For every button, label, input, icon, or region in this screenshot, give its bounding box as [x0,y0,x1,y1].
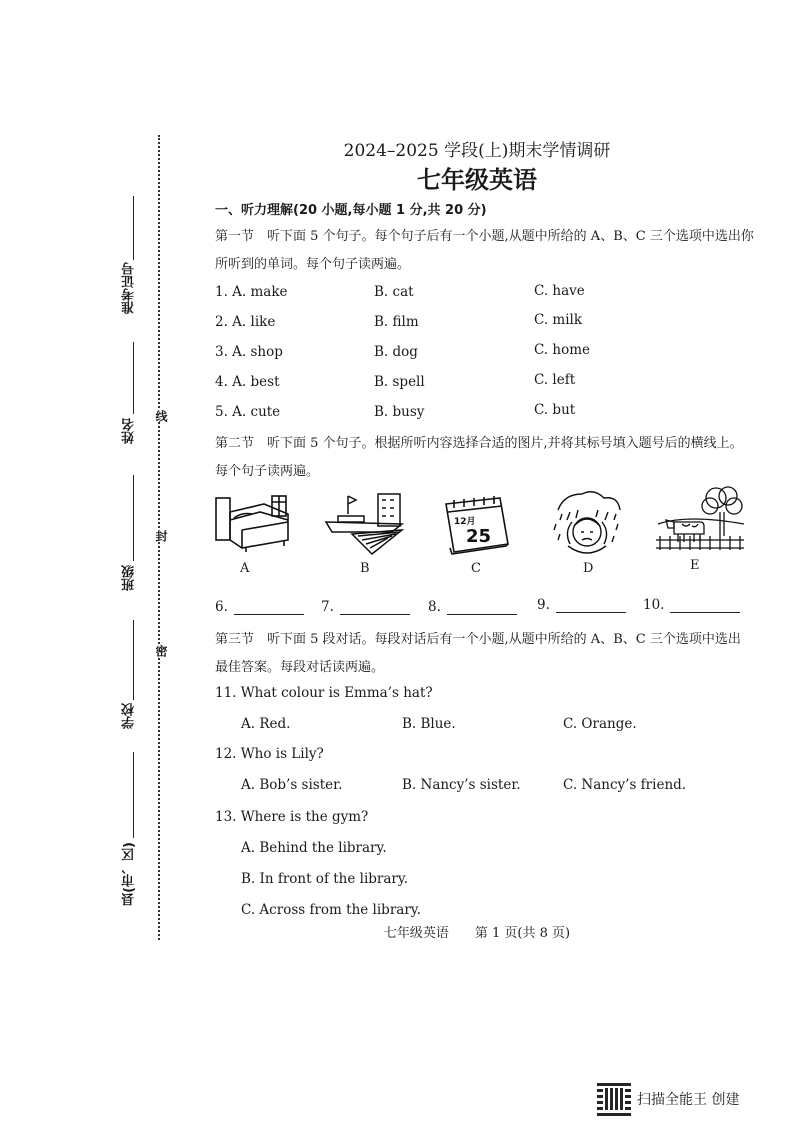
blank-number-9: 9. [537,597,550,613]
name-label: 姓名 [122,418,137,444]
q11-option-b: B. Blue. [402,716,456,732]
seal-feng-char: 封 [154,530,168,542]
q12-stem: 12. Who is Lily? [215,746,324,762]
q4-option-c: C. left [534,372,576,388]
sec2-instruction-line1: 第二节 听下面 5 个句子。根据所听内容选择合适的图片,并将其标号填入题号后的横线上。 [215,436,743,451]
school-label: 学校 [122,703,137,729]
q4-option-a: 4. A. best [215,374,280,390]
seal-mi-char: 密 [154,645,168,657]
q2-option-a: 2. A. like [215,314,276,330]
calendar-icon [440,490,514,556]
picture-label-d: D [583,561,594,576]
class-label: 班级 [122,565,137,591]
bed-icon [212,490,292,556]
q12-option-c: C. Nancy’s friend. [563,777,687,793]
sec1-instruction-line2: 所听到的单词。每个句子读两遍。 [215,257,411,272]
farm-cow-icon [654,484,746,554]
q3-option-b: B. dog [374,344,418,360]
blank-line-8 [447,600,517,615]
picture-label-b: B [360,561,370,576]
county-line [133,752,134,838]
page-footer: 七年级英语 第 1 页(共 8 页) [383,926,571,941]
rainy-girl-icon [548,488,626,558]
answer-blank-10[interactable] [643,597,740,613]
q13-stem: 13. Where is the gym? [215,809,369,825]
q3-option-a: 3. A. shop [215,344,283,360]
q11-option-c: C. Orange. [563,716,637,732]
q2-option-c: C. milk [534,312,583,328]
sec2-instruction-line2: 每个句子读两遍。 [215,464,320,479]
sec3-instruction-line2: 最佳答案。每段对话读两遍。 [215,660,385,675]
answer-blank-7[interactable] [321,599,410,615]
q13-option-b: B. In front of the library. [241,871,408,887]
class-line [133,475,134,561]
subject-title: 七年级英语 [417,166,537,194]
blank-line-6 [234,600,304,615]
q1-option-b: B. cat [374,284,414,300]
q11-stem: 11. What colour is Emma’s hat? [215,685,433,701]
blank-line-9 [556,598,626,613]
ship-icon [322,490,406,556]
calendar-day-text: 25 [466,526,492,547]
answer-blank-6[interactable] [215,599,304,615]
picture-label-e: E [690,558,700,573]
q13-option-c: C. Across from the library. [241,902,421,918]
picture-label-c: C [471,561,481,576]
q12-option-a: A. Bob’s sister. [241,777,343,793]
exam-id-label: 准考证号 [122,262,137,314]
blank-number-7: 7. [321,599,334,615]
picture-label-a: A [240,561,250,576]
blank-line-7 [340,600,410,615]
blank-number-10: 10. [643,597,665,613]
school-line [133,620,134,700]
name-line [133,342,134,414]
q5-option-c: C. but [534,402,576,418]
blank-number-6: 6. [215,599,228,615]
blank-line-10 [670,598,740,613]
q4-option-b: B. spell [374,374,425,390]
q5-option-a: 5. A. cute [215,404,281,420]
answer-blank-8[interactable] [428,599,517,615]
exam-title: 2024–2025 学段(上)期末学情调研 [343,141,611,161]
calendar-month-text: 12月 [454,517,476,527]
qr-code-icon [597,1082,631,1116]
sec1-instruction-line1: 第一节 听下面 5 个句子。每个句子后有一个小题,从题中所给的 A、B、C 三个选项中选出你 [215,229,754,244]
q2-option-b: B. film [374,314,419,330]
q5-option-b: B. busy [374,404,425,420]
q1-option-c: C. have [534,283,585,299]
watermark-text: 扫描全能王 创建 [637,1092,740,1108]
q11-option-a: A. Red. [241,716,291,732]
q1-option-a: 1. A. make [215,284,288,300]
county-label: 县(市、区) [122,842,137,906]
answer-blank-9[interactable] [537,597,626,613]
q3-option-c: C. home [534,342,591,358]
scanner-watermark [597,1082,739,1116]
exam-id-line [133,196,134,260]
q12-option-b: B. Nancy’s sister. [402,777,521,793]
blank-number-8: 8. [428,599,441,615]
sec3-instruction-line1: 第三节 听下面 5 段对话。每段对话后有一个小题,从题中所给的 A、B、C 三个选项中选出 [215,632,741,647]
part1-heading: 一、听力理解(20 小题,每小题 1 分,共 20 分) [215,203,487,218]
q13-option-a: A. Behind the library. [241,840,387,856]
seal-line-char: 线 [154,410,168,422]
